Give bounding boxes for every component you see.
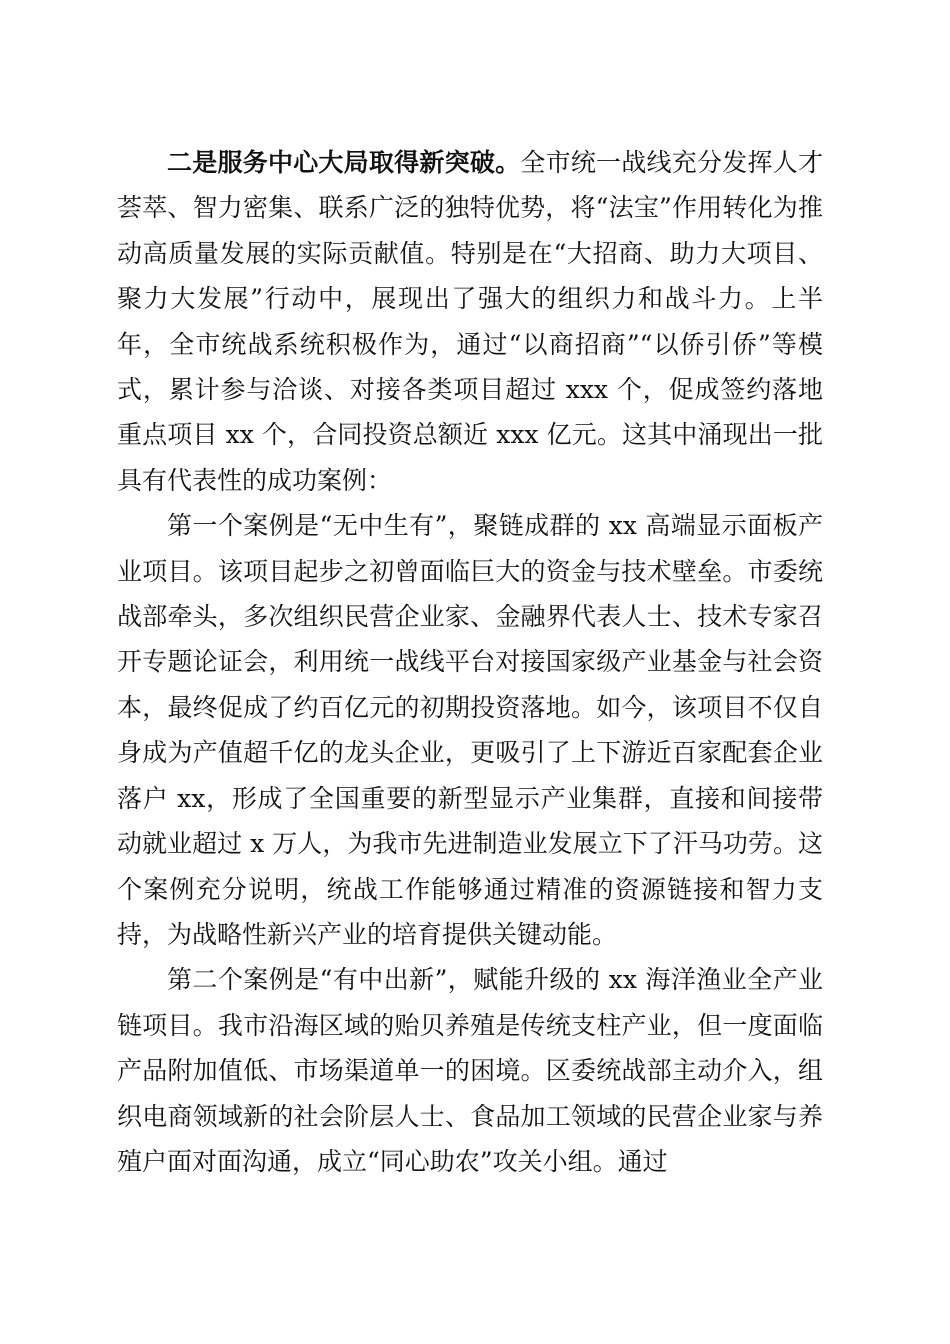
paragraph-text: 第二个案例是“有中出新”，赋能升级的 xx 海洋渔业全产业链项目。我市沿海区域的贻贝养殖是传统支柱产业，但一度面临产品附加值低、市场渠道单一的困境。区委统战部主动介入，组织电商领域新的社会阶层人士、食品加工领域的民营企业家与养殖户面对面沟通，成立“同心助农”攻关小组。通过 [117,965,823,1176]
document-body [117,140,823,1184]
paragraph-lead: 二是服务中心大局取得新突破。 [167,148,521,177]
paragraph-text: 第一个案例是“无中生有”，聚链成群的 xx 高端显示面板产业项目。该项目起步之初曾面临巨大的资金与技术壁垒。市委统战部牵头，多次组织民营企业家、金融界代表人士、技术专家召开专题论证会，利用统一战线平台对接国家级产业基金与社会资本，最终促成了约百亿元的初期投资落地。如今，该项目不仅自身成为产值超千亿的龙头企业，更吸引了上下游近百家配套企业落户 xx，形成了全国重要的新型显示产业集群，直接和间接带动就业超过 x 万人，为我市先进制造业发展立下了汗马功劳。这个案例充分说明，统战工作能够通过精准的资源链接和智力支持，为战略性新兴产业的培育提供关键动能。 [117,511,823,949]
paragraph-text: 全市统一战线充分发挥人才荟萃、智力密集、联系广泛的独特优势，将“法宝”作用转化为推动高质量发展的实际贡献值。特别是在“大招商、助力大项目、聚力大发展”行动中，展现出了强大的组织力和战斗力。上半年，全市统战系统积极作为，通过“以商招商”“以侨引侨”等模式，累计参与洽谈、对接各类项目超过 xxx 个，促成签约落地重点项目 xx 个，合同投资总额近 xxx 亿元。这其中涌现出一批具有代表性的成功案例： [117,148,823,495]
paragraph-case-two [117,957,823,1184]
paragraph-case-one [117,503,823,957]
paragraph-service-breakthrough [117,140,823,503]
